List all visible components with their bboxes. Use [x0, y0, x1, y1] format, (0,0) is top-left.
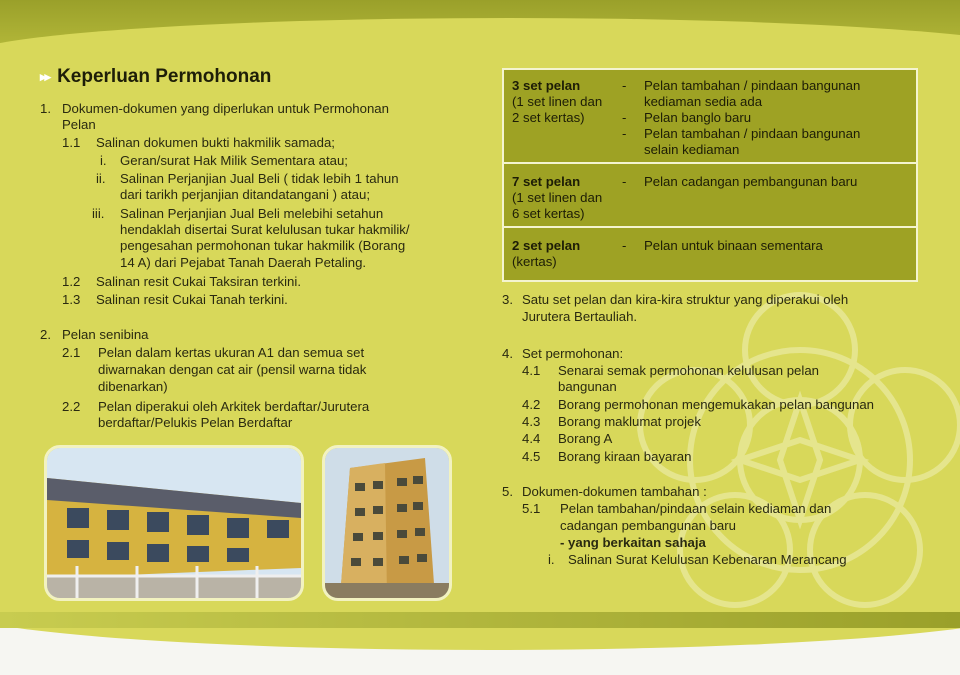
item-1-3-text: Salinan resit Cukai Tanah terkini.: [96, 292, 288, 307]
item-4-text: Set permohonan:: [522, 346, 624, 361]
table-row: [504, 70, 916, 164]
item-4-1-line2: bangunan: [558, 379, 617, 394]
item-3-line2: Jurutera Bertauliah.: [522, 309, 638, 324]
dash: -: [622, 78, 627, 93]
item-1-line1: Dokumen-dokumen yang diperlukan untuk Permohonan: [62, 101, 389, 116]
plan-type: Pelan tambahan / pindaan bangunan: [644, 126, 861, 141]
item-1-2-number: 1.2: [62, 274, 81, 289]
set-detail: (1 set linen dan: [512, 190, 603, 205]
set-count: 7 set pelan: [512, 174, 581, 189]
item-4-4-text: Borang A: [558, 431, 613, 446]
item-1-1-text: Salinan dokumen bukti hakmilik samada;: [96, 135, 335, 150]
item-1-1-number: 1.1: [62, 135, 81, 150]
item-2-1-line1: Pelan dalam kertas ukuran A1 dan semua set: [98, 345, 365, 360]
item-2-1-number: 2.1: [62, 345, 81, 360]
item-1-3-number: 1.3: [62, 292, 81, 307]
item-5-i-text: Salinan Surat Kelulusan Kebenaran Merancang: [568, 552, 847, 567]
item-2-2-number: 2.2: [62, 399, 81, 414]
table-row: [504, 228, 916, 276]
roman-ii-line1: Salinan Perjanjian Jual Beli ( tidak lebih 1 tahun: [120, 171, 399, 186]
item-2-2-line1: Pelan diperakui oleh Arkitek berdaftar/Jurutera: [98, 399, 370, 414]
item-5-i-number: i.: [548, 552, 555, 567]
double-arrow-icon: ▸▸: [40, 69, 50, 84]
item-5-1-line2: cadangan pembangunan baru: [560, 518, 736, 533]
item-5-1-note: - yang berkaitan sahaja: [560, 535, 706, 550]
bottom-band: [0, 612, 960, 628]
dash: -: [622, 238, 627, 253]
item-2-text: Pelan senibina: [62, 327, 149, 342]
table-row: [504, 164, 916, 228]
item-4-5-number: 4.5: [522, 449, 541, 464]
dash: -: [622, 110, 627, 125]
item-1-line2: Pelan: [62, 117, 96, 132]
plan-requirements-table: [502, 68, 918, 282]
set-detail: (kertas): [512, 254, 557, 269]
plan-type: Pelan untuk binaan sementara: [644, 238, 823, 253]
plan-type: selain kediaman: [644, 142, 740, 157]
plan-type: Pelan banglo baru: [644, 110, 752, 125]
item-3-number: 3.: [502, 292, 513, 307]
section-header: [40, 66, 271, 88]
set-detail: 6 set kertas): [512, 206, 585, 221]
item-5-1-number: 5.1: [522, 501, 541, 516]
item-2-number: 2.: [40, 327, 51, 342]
building-photo-tower: [322, 445, 452, 601]
plan-type: Pelan tambahan / pindaan bangunan: [644, 78, 861, 93]
item-3-line1: Satu set pelan dan kira-kira struktur yang diperakui oleh: [522, 292, 849, 307]
page-title: Keperluan Permohonan: [57, 66, 272, 87]
item-2-2-line2: berdaftar/Pelukis Pelan Berdaftar: [98, 415, 293, 430]
roman-ii-number: ii.: [96, 171, 106, 186]
building-photo-wide: [44, 445, 304, 601]
item-5-number: 5.: [502, 484, 513, 499]
item-2-1-line3: dibenarkan): [98, 379, 168, 394]
item-5-1-line1: Pelan tambahan/pindaan selain kediaman dan: [560, 501, 832, 516]
item-5-text: Dokumen-dokumen tambahan :: [522, 484, 707, 499]
roman-ii-line2: dari tarikh perjanjian ditandatangani ) atau;: [120, 187, 370, 202]
item-1-number: 1.: [40, 101, 51, 116]
item-4-2-text: Borang permohonan mengemukakan pelan bangunan: [558, 397, 875, 412]
dash: -: [622, 126, 627, 141]
building-wide-icon: [47, 448, 301, 598]
item-2-1-line2: diwarnakan dengan cat air (pensil warna tidak: [98, 362, 367, 377]
plan-type: Pelan cadangan pembangunan baru: [644, 174, 858, 189]
roman-iii-line3: pengesahan permohonan tukar hakmilik (Borang: [120, 238, 406, 253]
set-detail: (1 set linen dan: [512, 94, 603, 109]
item-4-number: 4.: [502, 346, 513, 361]
plan-type: kediaman sedia ada: [644, 94, 763, 109]
item-4-4-number: 4.4: [522, 431, 541, 446]
set-count: 2 set pelan: [512, 238, 581, 253]
roman-iii-line4: 14 A) dari Pejabat Tanah Daerah Petaling.: [120, 255, 367, 270]
item-4-1-number: 4.1: [522, 363, 541, 378]
roman-iii-number: iii.: [92, 206, 105, 221]
set-count: 3 set pelan: [512, 78, 581, 93]
roman-i-text: Geran/surat Hak Milik Sementara atau;: [120, 153, 348, 168]
item-4-1-line1: Senarai semak permohonan kelulusan pelan: [558, 363, 819, 378]
building-tower-icon: [325, 448, 449, 598]
set-detail: 2 set kertas): [512, 110, 585, 125]
roman-iii-line2: hendaklah disertai Surat kelulusan tukar hakmilik/: [120, 222, 410, 237]
item-4-2-number: 4.2: [522, 397, 541, 412]
item-4-3-number: 4.3: [522, 414, 541, 429]
roman-iii-line1: Salinan Perjanjian Jual Beli melebihi setahun: [120, 206, 384, 221]
roman-i-number: i.: [100, 153, 107, 168]
item-4-3-text: Borang maklumat projek: [558, 414, 701, 429]
item-1-2-text: Salinan resit Cukai Taksiran terkini.: [96, 274, 301, 289]
dash: -: [622, 174, 627, 189]
item-4-5-text: Borang kiraan bayaran: [558, 449, 692, 464]
